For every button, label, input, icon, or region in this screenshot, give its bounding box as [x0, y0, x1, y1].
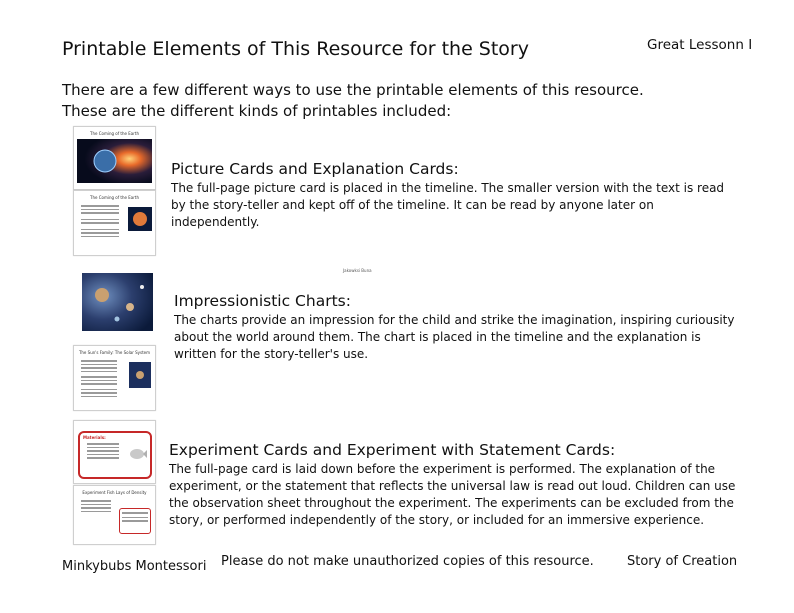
experiment-statement-thumbnail: [73, 485, 156, 545]
experiment-card-thumbnail: [73, 420, 156, 484]
intro-text: [62, 80, 752, 122]
picture-card-thumbnail: [73, 126, 156, 190]
section-picture-cards-text: The full-page picture card is placed in the timeline. The smaller version with the text is read by the story-teller and kept off of the timeline. It can be read by anyone later on independently.: [171, 181, 725, 229]
footer-brand: Minkybubs Montessori: [62, 559, 207, 574]
experiment-statement-title: Experiment Fish Lays of Density: [82, 490, 147, 495]
lesson-label: Great Lessonn I: [647, 37, 753, 53]
earth-image: [77, 139, 152, 183]
section-experiment-heading: Experiment Cards and Experiment with Statement Cards:: [169, 441, 616, 459]
section-charts-heading: Impressionistic Charts:: [174, 292, 351, 310]
earth-small-image: [128, 207, 152, 231]
solar-system-explanation-thumbnail: [73, 345, 156, 411]
intro-line-1: There are a few different ways to use the printable elements of this resource.: [62, 81, 644, 99]
section-experiment-text: The full-page card is laid down before the experiment is performed. The explanation of the experiment, or the statement that reflects the universal law is read out loud. Children can use the observation sheet throughout the experiment. The experiments can be excluded from the story, or performed independently of the story, or included for an immersive experience.: [169, 462, 736, 527]
picture-card-title: The Coming of the Earth: [90, 131, 139, 136]
explanation-card-title: The Coming of the Earth: [90, 195, 139, 200]
tiny-caption: Jakowksi Buna: [343, 268, 372, 273]
materials-label: Materials:: [83, 435, 106, 440]
explanation-card-thumbnail: [73, 190, 156, 256]
fish-icon: [129, 447, 147, 461]
solar-system-chart-image: [82, 273, 153, 331]
solar-system-title: The Sun's Family: The Solar System: [78, 350, 151, 355]
footer-copyright-notice: Please do not make unauthorized copies of this resource.: [221, 554, 594, 569]
footer-series-name: Story of Creation: [627, 554, 738, 569]
section-picture-cards-heading: Picture Cards and Explanation Cards:: [171, 160, 459, 178]
page-title: Printable Elements of This Resource for the Story: [62, 38, 529, 60]
intro-line-2: These are the different kinds of printables included:: [62, 102, 452, 120]
solar-system-small-image: [129, 362, 151, 388]
section-charts-text: The charts provide an impression for the child and strike the imagination, inspiring curiousity about the world around them. The chart is placed in the timeline and the explanation is written for the story-teller's use.: [174, 313, 735, 361]
